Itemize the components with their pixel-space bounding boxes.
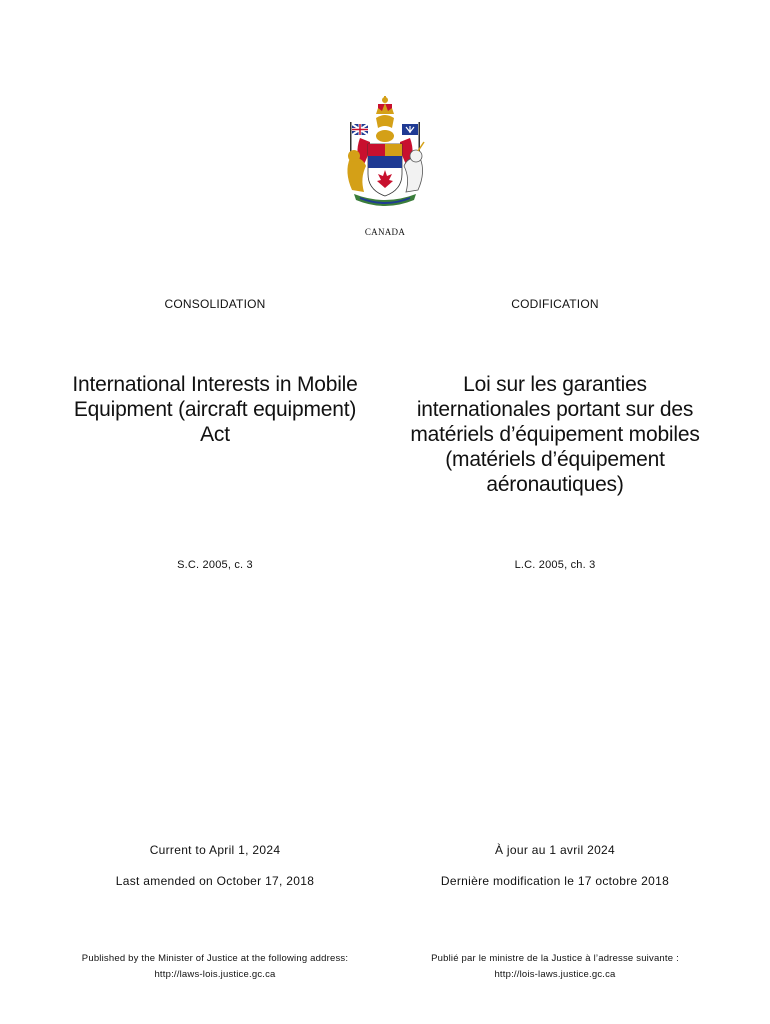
codification-label: CODIFICATION [511, 297, 599, 311]
publisher-block-french [398, 951, 712, 983]
last-amended-english: Last amended on October 17, 2018 [115, 874, 315, 888]
current-to-english: Current to April 1, 2024 [149, 843, 281, 857]
act-title-french: Loi sur les garanties internationales portant sur des matériels d’équipement mobiles (matériels d’équipement aéronautiques) [410, 373, 700, 496]
publisher-block-english [60, 951, 370, 983]
website-url-french: http://lois-laws.justice.gc.ca [494, 969, 616, 980]
website-url-english: http://laws-lois.justice.gc.ca [154, 969, 276, 980]
coat-of-arms-icon [340, 94, 430, 216]
consolidation-label: CONSOLIDATION [164, 297, 266, 311]
publisher-note-french: Publié par le ministre de la Justice à l’adresse suivante : [431, 953, 679, 964]
shield-icon [368, 144, 402, 196]
publisher-note-english: Published by the Minister of Justice at the following address: [81, 953, 349, 964]
current-to-french: À jour au 1 avril 2024 [494, 843, 615, 857]
crown-icon [376, 96, 394, 114]
citation-french: L.C. 2005, ch. 3 [514, 559, 596, 571]
citation-english: S.C. 2005, c. 3 [177, 559, 253, 571]
country-name: CANADA [364, 227, 406, 237]
last-amended-french: Dernière modification le 17 octobre 2018 [440, 874, 670, 888]
act-title-english: International Interests in Mobile Equipment (aircraft equipment) Act [72, 373, 358, 446]
